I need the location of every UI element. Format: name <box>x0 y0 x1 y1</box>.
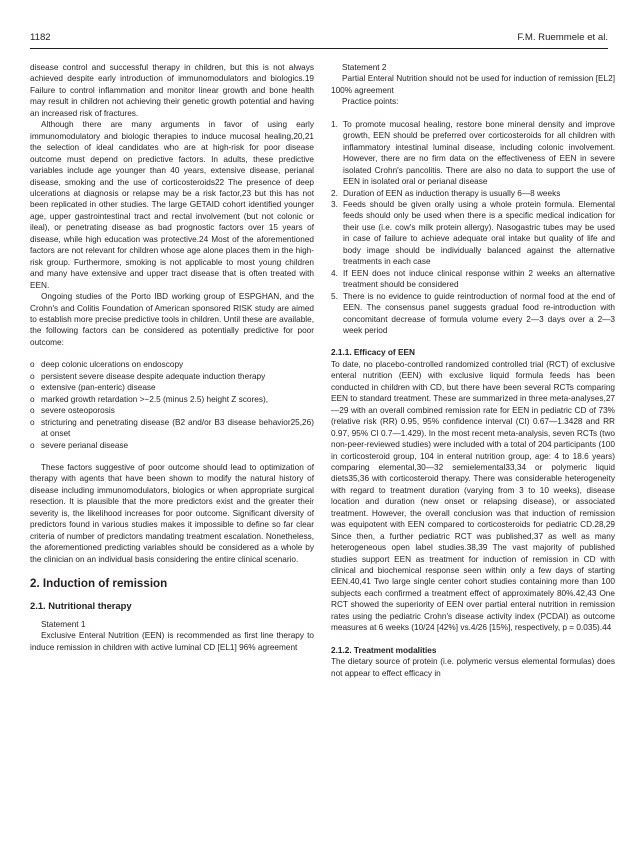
statement-2-text: Partial Enteral Nutrition should not be used for induction of remission [EL2] 100% agreement <box>331 74 615 95</box>
list-item: o marked growth retardation >−2.5 (minus 2.5) height Z scores), <box>30 394 268 404</box>
statement-1-title: Statement 1 <box>41 620 86 630</box>
list-item: o persistent severe disease despite adequate induction therapy <box>30 371 266 381</box>
list-item: 5. There is no evidence to guide reintroduction of normal food at the end of EEN. The consensus panel suggests gradual food re-introduction with concomitant decrease of formula volume every 2—3 days over a 2—3 week period <box>331 291 615 335</box>
header-rule <box>30 48 608 49</box>
subsection-heading-nutritional: 2.1. Nutritional therapy <box>30 600 132 612</box>
paragraph-disease-control: disease control and successful therapy in children, but this is not always achieved despite early introduction of immunomodulators and biologics.19 Failure to control inflammation and monitor linear growth and bone health may result in children not achieving their genetic growth potential and having an increased risk of fractures. <box>30 63 314 118</box>
paragraph-predictive-factors: Although there are many arguments in favor of using early immunomodulatory and biologic therapies to induce mucosal healing,20,21 the selection of ideal candidates who are at high-risk for poor disease outcome must depend on predictive factors. In adults, these predictive variables include age younger than 40 years, extensive disease, perianal disease, smoking and the use of corticosteroids22 The presence of deep ulcerations at diagnosis or relapse may be a risk factor,23 but this has not been replicated in other studies. The large GETAID cohort identified younger age, upper gastrointestinal tract and rectal involvement (but not colonic or ileal), or penetrating disease as bad prognostic factors over 15 years of disease, while high education was protective.24 Most of the aforementioned factors are not relevant for children whose age alone places them in the high-risk group. Furthermore, smoking is not applicable to most young children and many have extensive and upper tract disease that is often treated with EEN. <box>30 120 314 290</box>
list-item: o severe osteoporosis <box>30 406 115 416</box>
right-column <box>331 62 615 679</box>
statement-2-title: Statement 2 <box>342 63 387 72</box>
list-item: o deep colonic ulcerations on endoscopy <box>30 360 184 370</box>
subsubsection-heading-modalities: 2.1.2. Treatment modalities <box>331 645 437 655</box>
list-item: o severe perianal disease <box>30 440 129 450</box>
paragraph-modalities: The dietary source of protein (i.e. polymeric versus elemental formulas) does not appear to effect efficacy in <box>331 657 615 678</box>
practice-points-label: Practice points: <box>342 97 399 107</box>
practice-points-list <box>331 119 615 337</box>
list-item: 4. If EEN does not induce clinical response within 2 weeks an alternative treatment should be considered <box>331 268 615 290</box>
paragraph-efficacy: To date, no placebo-controlled randomized controlled trial (RCT) of exclusive enteral nutrition (EEN) with exclusive liquid formula feeds has been conducted in children with CD, but there have been several RCTs comparing EEN to standard treatment. These are summarized in three meta-analyses,27—29 with an overall combined remission rate for EEN in pediatric CD of 73% (relative risk (RR) 0.95, 95% confidence interval (CI) 0.67—1.3428 and RR 0.97, 95% CI 0.7—1.429). In the most recent meta-analysis, seven RCTs (two non-peer-reviewed studies) were included with a total of 204 participants (100 in corticosteroid group, 104 in enteral nutrition group, age: 4 to 18.6 years) comparing elemental,30—32 semielemental33,34 or polymeric liquid diets35,36 with corticosteroid therapy. There was considerable heterogeneity with regard to treatment duration (varying from 3 to 10 weeks), disease location and duration (new onset or relapsing disease), or associated treatment. However, the overall conclusion was that induction of remission was equipotent with EEN compared to corticosteroids for pediatric CD.28,29 Since then, a further pediatric RCT was published,37 as well as many heterogeneous open label studies.38,39 The vast majority of published studies support EEN as treatment for induction of remission in CD with clinical and biochemical response seen within only a few days of starting EEN.40,41 Two large single center cohort studies containing more than 100 subjects each confirmed a treatment effect of approximately 80%.42,43 One RCT showed the superiority of EEN over partial enteral nutrition in remission rates using the pediatric Crohn's disease activity index (PCDAI) as outcome measures at 6 weeks (10/24 [42%] vs.4/26 [15%], respectively, p = 0.035).44 <box>331 359 615 633</box>
list-item: o stricturing and penetrating disease (B2 and/or B3 disease behavior25,26) at onset <box>30 417 314 439</box>
list-item: 2. Duration of EEN as induction therapy is usually 6—8 weeks <box>331 188 561 198</box>
list-item: 1. To promote mucosal healing, restore bone mineral density and improve growth, EEN should be preferred over corticosteroids for all children with inflammatory intestinal luminal disease, including colonic involvement. However, there are no firm data on the effectiveness of EEN in severe isolated Crohn's pancolitis. There are also no data to support the use of EEN in isolated oral or perianal disease <box>331 119 615 187</box>
statement-1-text: Exclusive Enteral Nutrition (EEN) is recommended as first line therapy to induce remission in children with active luminal CD [EL1] 96% agreement <box>30 631 314 652</box>
list-item: o extensive (pan-enteric) disease <box>30 383 156 393</box>
subsubsection-heading-efficacy: 2.1.1. Efficacy of EEN <box>331 348 415 358</box>
paragraph-ongoing-studies: Ongoing studies of the Porto IBD working group of ESPGHAN, and the Crohn's and Colitis Foundation of American sponsored RISK study are aimed to establish more precise predictive tools in children. Until these are available, the following factors can be considered as potentially predictive for poor outcome: <box>30 292 314 347</box>
running-authors: F.M. Ruemmele et al. <box>517 32 608 43</box>
list-item: 3. Feeds should be given orally using a whole protein formula. Elemental feeds should only be used when there is a specific medical indication for their use (i.e. cow's milk protein allergy). Nasogastric tubes may be used in case of failure to achieve adequate oral intake but quality of life and body image should be individually balanced against the alternative treatments in each case <box>331 199 615 267</box>
page-number: 1182 <box>30 32 51 43</box>
paragraph-poor-outcome: These factors suggestive of poor outcome should lead to optimization of therapy with agents that have been shown to modify the natural history of disease including immunomodulators, biologics or when appropriate surgical resection. It is plausible that the more predictors exist and the greater their severity is, the likelihood increases for poor outcome. Significant diversity of predictors found in various studies makes it impossible to define so far clear criteria of number of predictors mandating treatment escalation. Nonetheless, the aforementioned predicting variables should be considered as a whole by the clinician on an individual basis considering the entire clinical scenario. <box>30 462 314 564</box>
left-column <box>30 62 314 653</box>
section-heading-induction: 2. Induction of remission <box>30 577 168 591</box>
poor-outcome-predictor-list <box>30 359 314 451</box>
running-header <box>30 32 608 46</box>
